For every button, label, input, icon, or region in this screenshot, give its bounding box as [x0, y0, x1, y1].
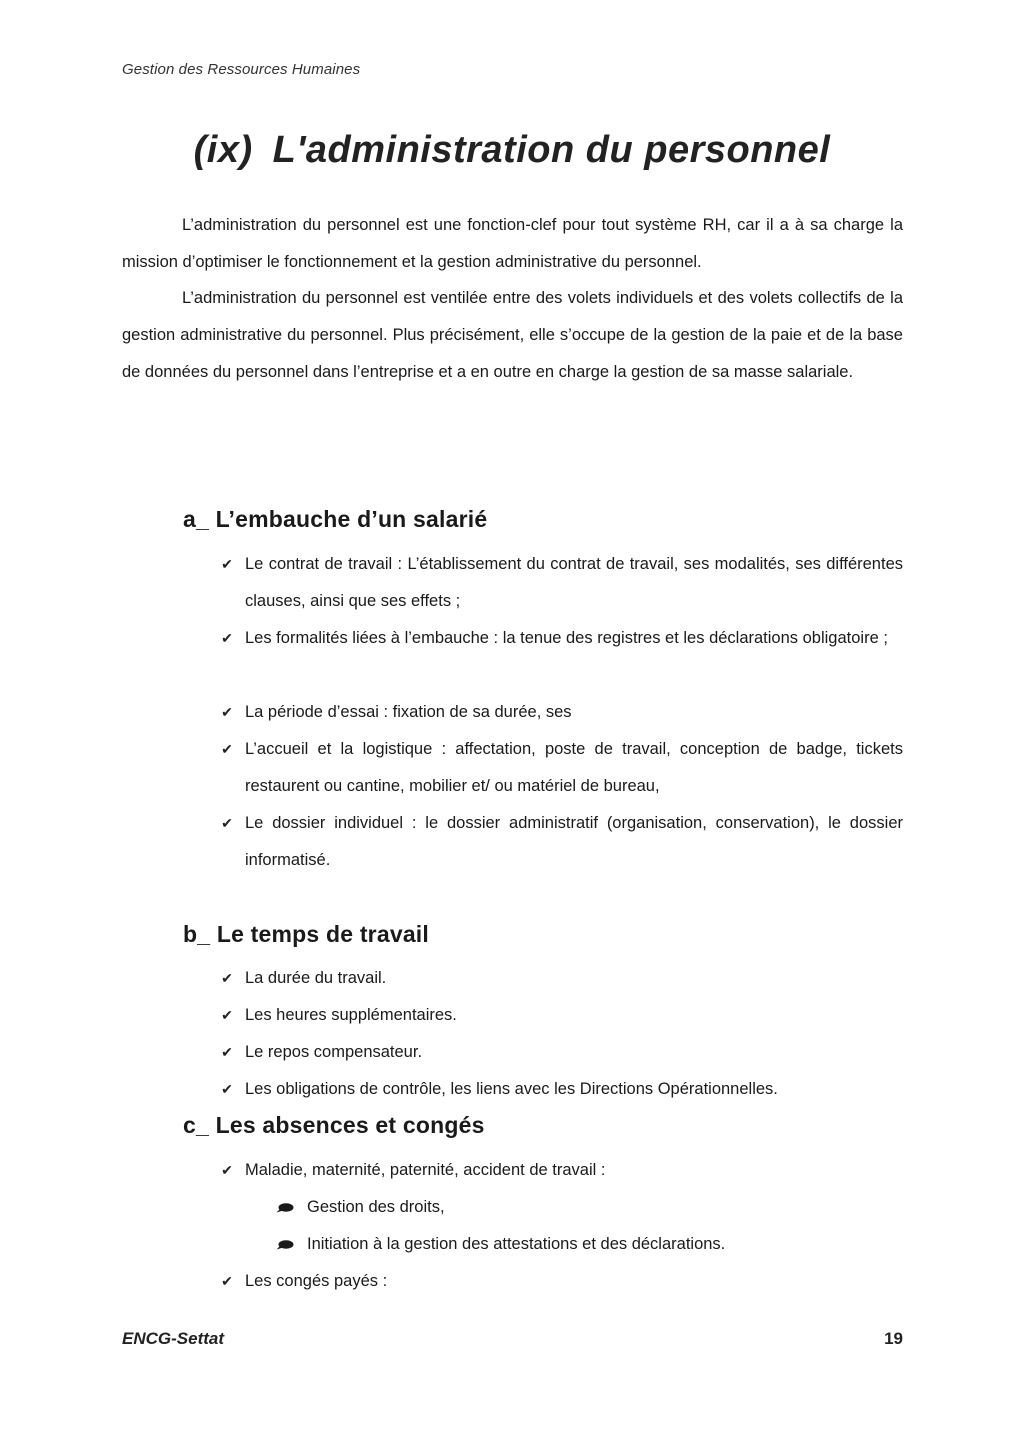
list-item: ✔ Les obligations de contrôle, les liens avec les Directions Opérationnelles. [245, 1071, 903, 1108]
chapter-title [0, 124, 1024, 176]
sub-list-item: Initiation à la gestion des attestations et des déclarations. [307, 1226, 903, 1263]
check-icon: ✔ [221, 556, 233, 572]
check-icon: ✔ [221, 630, 233, 646]
list-item: ✔ Le contrat de travail : L’établissement du contrat de travail, ses modalités, ses différentes clauses, ainsi que ses effets ; [245, 546, 903, 620]
check-icon: ✔ [221, 741, 233, 757]
list-item: ✔ La période d’essai : fixation de sa durée, ses [245, 694, 903, 731]
list-item: ✔ Les heures supplémentaires. [245, 997, 903, 1034]
check-icon: ✔ [221, 970, 233, 986]
intro-paragraph-1: L’administration du personnel est une fonction-clef pour tout système RH, car il a à sa charge la mission d’optimiser le fonctionnement et la gestion administrative du personnel. [122, 216, 903, 271]
check-icon: ✔ [221, 704, 233, 720]
list-item: ✔ Le dossier individuel : le dossier administratif (organisation, conservation), le dossier informatisé. [245, 805, 903, 879]
speech-bubble-icon [276, 1203, 294, 1213]
section-heading-temps-travail: b_ Le temps de travail [183, 921, 429, 947]
list-item: ✔ La durée du travail. [245, 960, 903, 997]
section-heading-absences-conges: c_ Les absences et congés [183, 1112, 485, 1138]
list-item: ✔ Les formalités liées à l’embauche : la tenue des registres et les déclarations obligatoire ; [245, 620, 903, 657]
sub-list-item: Gestion des droits, [307, 1189, 903, 1226]
check-icon: ✔ [221, 1044, 233, 1060]
intro-paragraph-2: L’administration du personnel est ventilée entre des volets individuels et des volets collectifs de la gestion administrative du personnel. Plus précisément, elle s’occupe de la gestion de la paie et de la base de données du personnel dans l’entreprise et a en outre en charge la gestion de sa masse salariale. [122, 289, 903, 381]
list-item: ✔ L’accueil et la logistique : affectation, poste de travail, conception de badge, tickets restaurent ou cantine, mobilier et/ ou matériel de bureau, [245, 731, 903, 805]
check-icon: ✔ [221, 1162, 233, 1178]
list-item: ✔ Les congés payés : [245, 1263, 903, 1300]
footer-school: ENCG-Settat [122, 1329, 225, 1348]
check-icon: ✔ [221, 815, 233, 831]
list-item: ✔ Le repos compensateur. [245, 1034, 903, 1071]
check-icon: ✔ [221, 1007, 233, 1023]
list-item: ✔ Maladie, maternité, paternité, accident de travail : [245, 1152, 903, 1189]
chapter-title-text: L'administration du personnel [272, 129, 831, 171]
section-heading-embauche: a_ L’embauche d’un salarié [183, 506, 488, 532]
chapter-number: (ix) [193, 129, 253, 171]
running-header: Gestion des Ressources Humaines [122, 61, 361, 78]
check-icon: ✔ [221, 1273, 233, 1289]
check-icon: ✔ [221, 1081, 233, 1097]
speech-bubble-icon [276, 1240, 294, 1250]
page-number: 19 [884, 1329, 903, 1348]
